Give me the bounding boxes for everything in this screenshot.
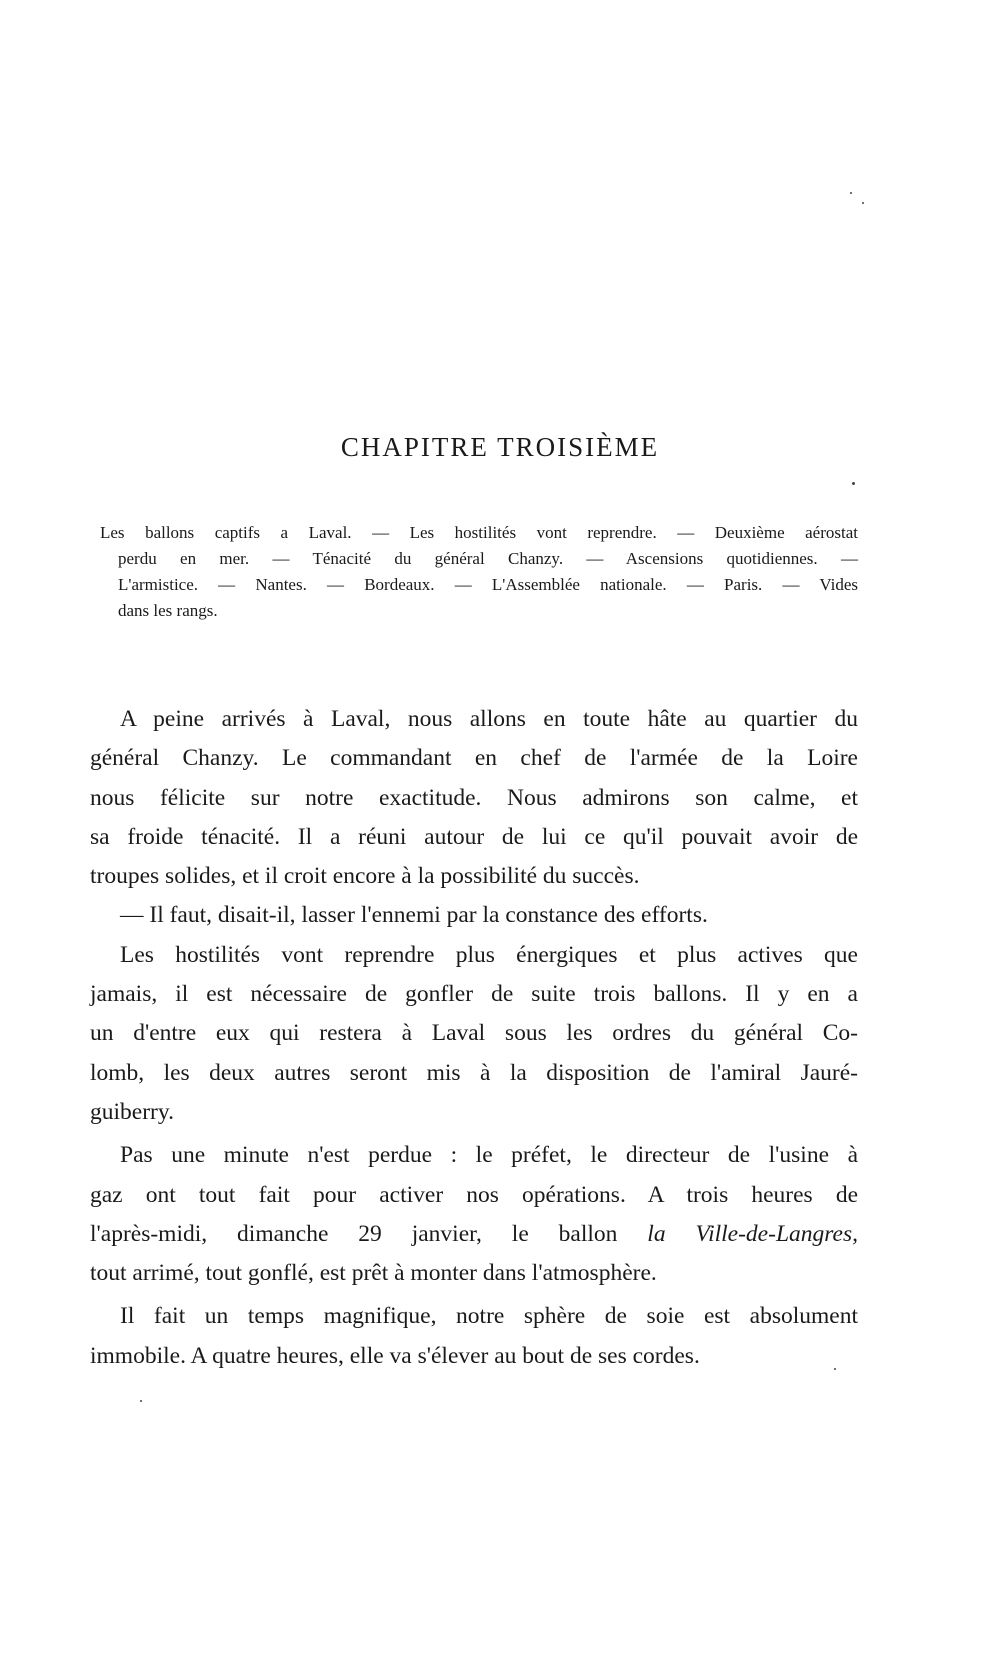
text-line: général Chanzy. Le commandant en chef de l'armée de la Loire	[90, 745, 858, 772]
text-line: lomb, les deux autres seront mis à la disposition de l'amiral Jauré-	[90, 1059, 858, 1086]
ink-speck	[140, 1400, 142, 1402]
chapter-title: CHAPITRE TROISIÈME	[340, 432, 660, 462]
text-line: gaz ont tout fait pour activer nos opérations. A trois heures de	[90, 1181, 858, 1208]
paragraph	[90, 700, 858, 896]
summary-line: Les ballons captifs a Laval. — Les hostilités vont reprendre. — Deuxième aérostat	[100, 523, 858, 542]
text-line: Pas une minute n'est perdue : le préfet, le directeur de l'usine à	[120, 1142, 858, 1169]
text-line: troupes solides, et il croit encore à la possibilité du succès.	[90, 863, 640, 890]
summary-line: dans les rangs.	[118, 601, 218, 620]
summary-line: perdu en mer. — Ténacité du général Chanzy. — Ascensions quotidiennes. —	[118, 549, 858, 568]
body-text	[90, 700, 858, 1376]
text-line: — Il faut, disait-il, lasser l'ennemi par la constance des efforts.	[120, 902, 708, 929]
text-line: immobile. A quatre heures, elle va s'élever au bout de ses cordes.	[90, 1342, 700, 1369]
text-line: sa froide ténacité. Il a réuni autour de lui ce qu'il pouvait avoir de	[90, 823, 858, 850]
balloon-name: la Ville-de-Langres,	[647, 1220, 858, 1247]
paragraph	[90, 896, 858, 935]
summary-line: L'armistice. — Nantes. — Bordeaux. — L'Assemblée nationale. — Paris. — Vides	[118, 575, 858, 594]
chapter-summary	[100, 520, 858, 624]
paragraph	[90, 1297, 858, 1376]
text-fragment: l'après-midi, dimanche 29 janvier, le ballon	[90, 1220, 648, 1247]
ink-speck	[834, 1368, 836, 1370]
text-line: A peine arrivés à Laval, nous allons en toute hâte au quartier du	[120, 706, 858, 732]
paragraph	[90, 1136, 858, 1293]
paragraph	[90, 936, 858, 1132]
text-line: tout arrimé, tout gonflé, est prêt à monter dans l'atmosphère.	[90, 1260, 657, 1287]
text-line: Il fait un temps magnifique, notre sphère de soie est absolument	[120, 1303, 858, 1330]
ink-speck	[862, 202, 864, 204]
text-line: Les hostilités vont reprendre plus énergiques et plus actives que	[120, 941, 858, 968]
text-line: jamais, il est nécessaire de gonfler de suite trois ballons. Il y en a	[90, 981, 858, 1008]
ink-speck	[852, 482, 855, 485]
ink-speck	[850, 192, 852, 194]
text-line: un d'entre eux qui restera à Laval sous les ordres du général Co-	[90, 1020, 858, 1047]
text-line: nous félicite sur notre exactitude. Nous admirons son calme, et	[90, 784, 858, 811]
text-line-with-italic	[90, 1215, 858, 1254]
text-line: guiberry.	[90, 1098, 174, 1125]
